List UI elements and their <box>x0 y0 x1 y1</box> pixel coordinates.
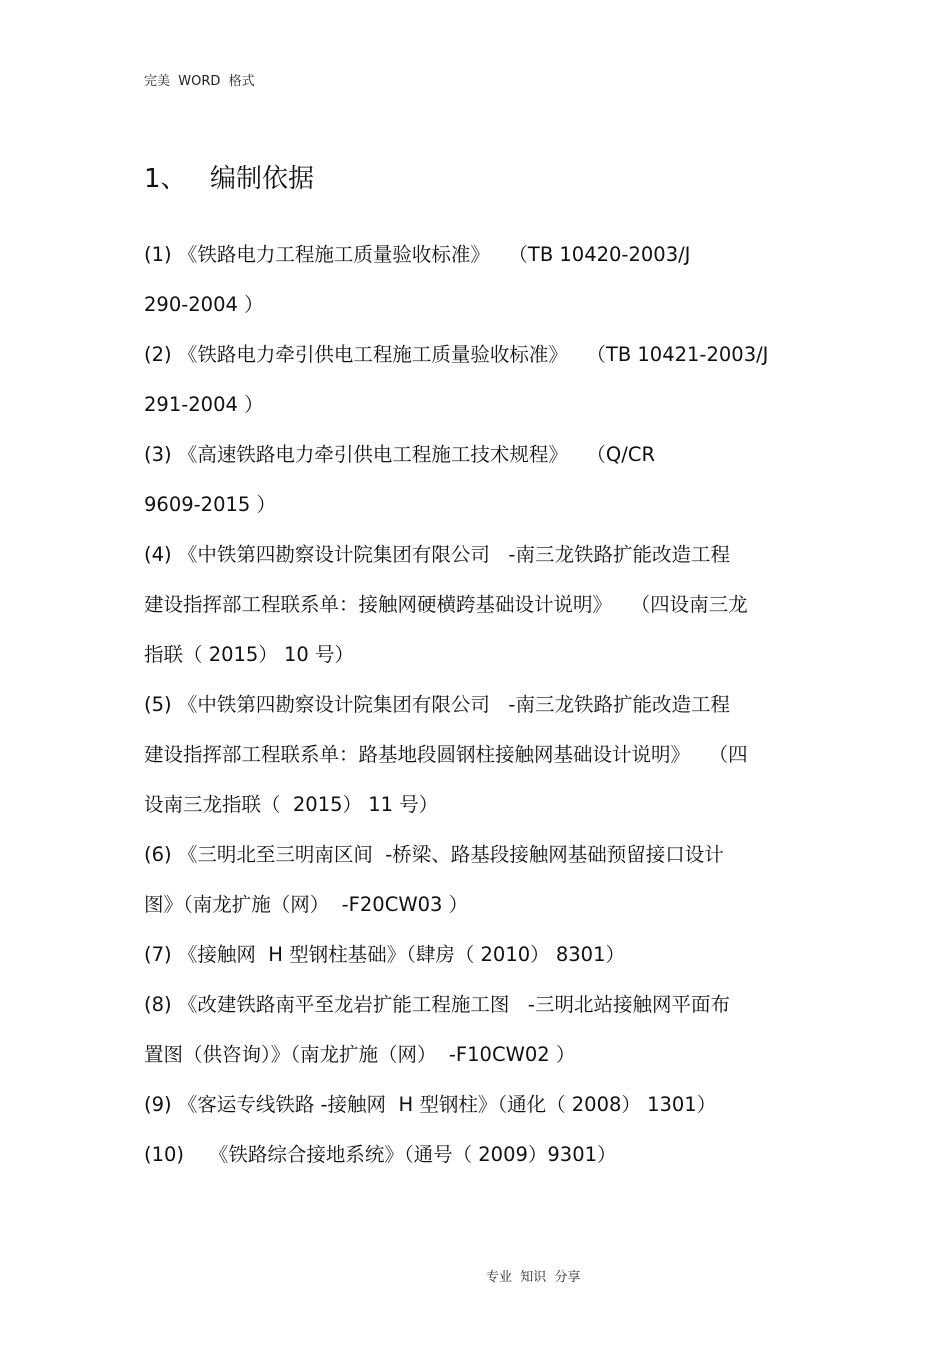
reference-line: (8) 《改建铁路南平至龙岩扩能工程施工图 -三明北站接触网平面布 <box>144 993 730 1016</box>
reference-line: 设南三龙指联（ 2015） 11 号） <box>144 793 439 816</box>
page-footer <box>0 1251 950 1300</box>
reference-list <box>144 237 824 1187</box>
reference-line: 指联（ 2015） 10 号） <box>144 643 355 666</box>
section-heading <box>144 158 314 195</box>
reference-line: (2) 《铁路电力牵引供电工程施工质量验收标准》 （TB 10421-2003/J <box>144 343 769 366</box>
reference-line: 290-2004 ） <box>144 293 264 316</box>
reference-line: (9) 《客运专线铁路 -接触网 H 型钢柱》（通化（ 2008） 1301） <box>144 1093 717 1116</box>
reference-line: 9609-2015 ） <box>144 493 276 516</box>
reference-line: (6) 《三明北至三明南区间 -桥梁、路基段接触网基础预留接口设计 <box>144 843 724 866</box>
section-number: 1、 <box>144 164 187 194</box>
page-header: 完美 WORD 格式 <box>144 74 255 89</box>
reference-line: 图》（南龙扩施（网） -F20CW03 ） <box>144 893 469 916</box>
reference-line: (5) 《中铁第四勘察设计院集团有限公司 -南三龙铁路扩能改造工程 <box>144 693 730 716</box>
reference-line: (1) 《铁路电力工程施工质量验收标准》 （TB 10420-2003/J <box>144 243 691 266</box>
reference-line: (3) 《高速铁路电力牵引供电工程施工技术规程》 （Q/CR <box>144 443 655 466</box>
reference-line: (7) 《接触网 H 型钢柱基础》（肆房（ 2010） 8301） <box>144 943 625 966</box>
section-title-text: 编制依据 <box>210 164 315 194</box>
footer-text: 专业 知识 分享 <box>486 1270 581 1285</box>
reference-line: (10) 《铁路综合接地系统》（通号（ 2009）9301） <box>144 1143 617 1166</box>
reference-line: (4) 《中铁第四勘察设计院集团有限公司 -南三龙铁路扩能改造工程 <box>144 543 730 566</box>
reference-line: 建设指挥部工程联系单：接触网硬横跨基础设计说明》 （四设南三龙 <box>144 593 748 616</box>
reference-line: 置图（供咨询）》（南龙扩施（网） -F10CW02 ） <box>144 1043 576 1066</box>
reference-line: 建设指挥部工程联系单：路基地段圆钢柱接触网基础设计说明》 （四 <box>144 743 748 766</box>
reference-line: 291-2004 ） <box>144 393 264 416</box>
